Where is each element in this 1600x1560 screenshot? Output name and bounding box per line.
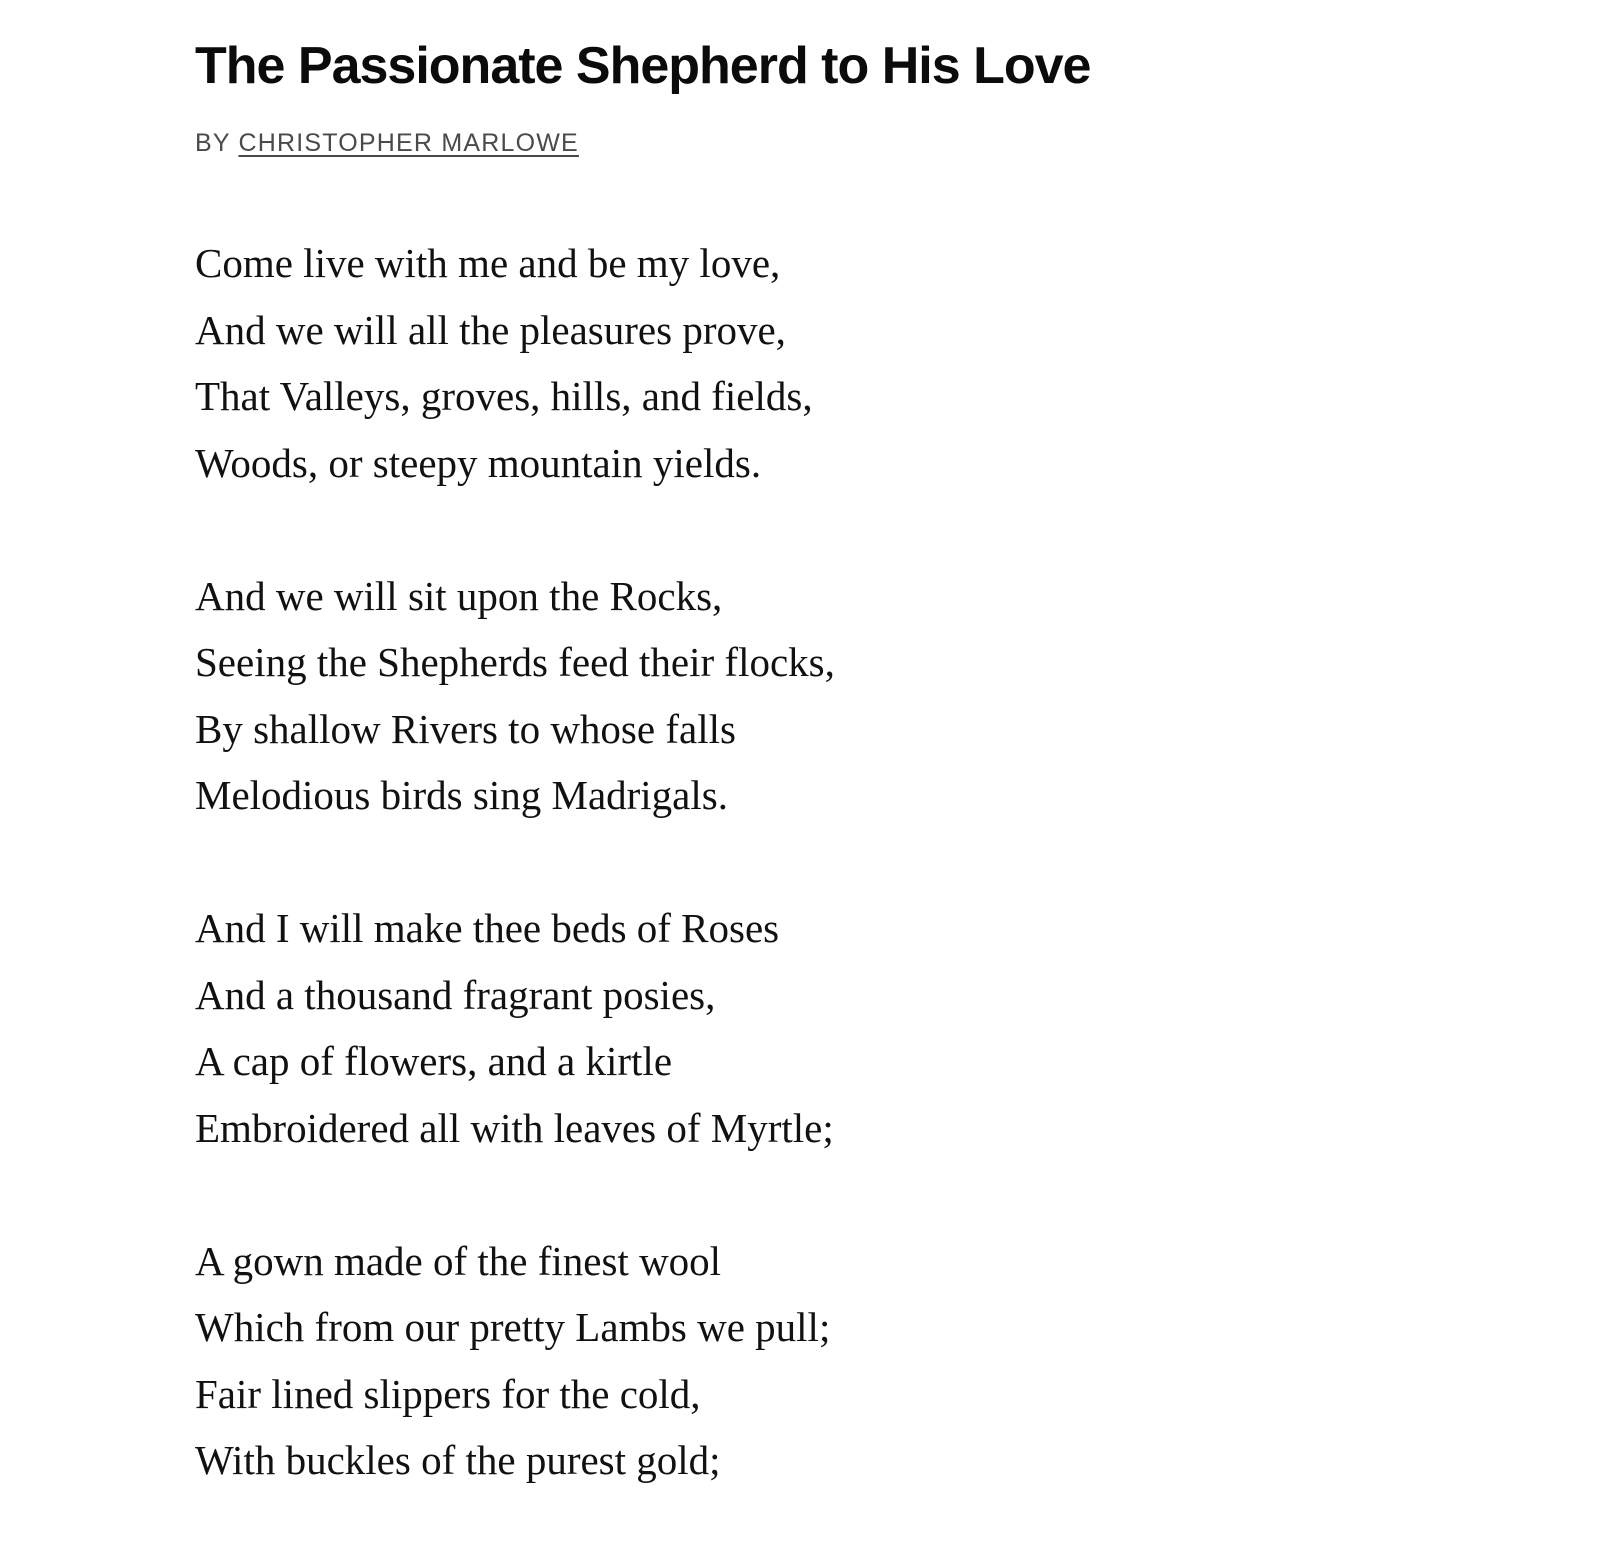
stanza-4 xyxy=(195,1228,1395,1494)
poem-line: A gown made of the finest wool xyxy=(195,1237,722,1284)
poem-line: Embroidered all with leaves of Myrtle; xyxy=(195,1104,834,1151)
poem-line: Come live with me and be my love, xyxy=(195,240,781,286)
poem-line: And we will sit upon the Rocks, xyxy=(195,572,723,619)
stanza-1 xyxy=(195,230,1395,496)
poem-body xyxy=(195,230,1395,1494)
byline xyxy=(195,128,1395,158)
poem-line: With buckles of the purest gold; xyxy=(195,1437,721,1483)
poem-line: Melodious birds sing Madrigals. xyxy=(195,772,728,818)
poem-line: And I will make thee beds of Roses xyxy=(195,905,780,951)
poem-line: Which from our pretty Lambs we pull; xyxy=(195,1304,831,1350)
poem-line: And we will all the pleasures prove, xyxy=(195,306,786,353)
poem-line: Woods, or steepy mountain yields. xyxy=(195,439,762,486)
author-link[interactable]: CHRISTOPHER MARLOWE xyxy=(238,129,579,157)
stanza-3 xyxy=(195,895,1395,1161)
poem-line: And a thousand fragrant posies, xyxy=(195,971,716,1018)
poem-title: The Passionate Shepherd to His Love xyxy=(195,37,1091,95)
poem-line: Fair lined slippers for the cold, xyxy=(195,1370,701,1417)
stanza-2 xyxy=(195,563,1395,829)
poem-page xyxy=(195,30,1395,1560)
poem-line: A cap of flowers, and a kirtle xyxy=(195,1038,673,1084)
poem-line: By shallow Rivers to whose falls xyxy=(195,705,736,752)
poem-line: Seeing the Shepherds feed their flocks, xyxy=(195,639,835,685)
byline-prefix: BY xyxy=(195,129,231,157)
poem-line: That Valleys, groves, hills, and fields, xyxy=(195,373,813,419)
